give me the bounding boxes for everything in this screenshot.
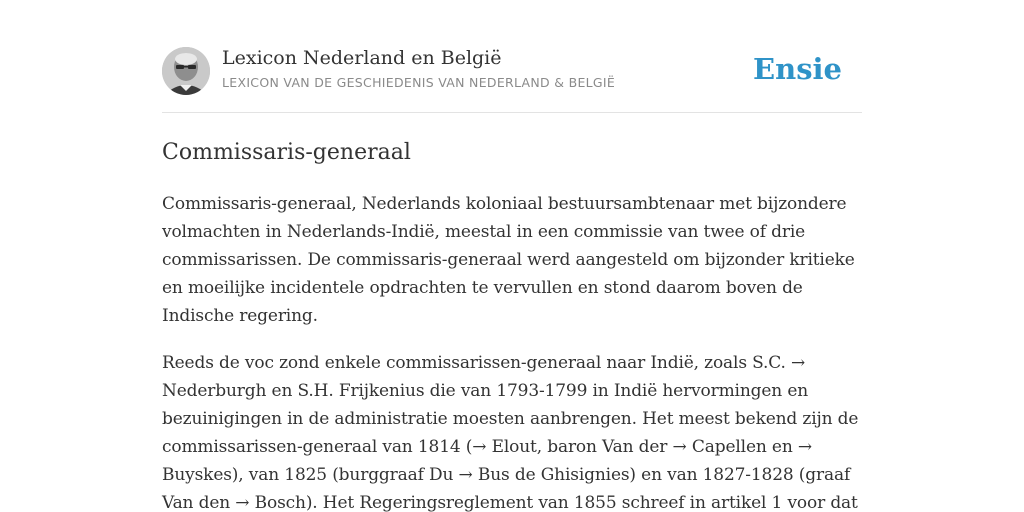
ensie-logo-link[interactable]: Ensie [753,52,842,86]
author-portrait-icon [162,47,210,95]
author-subtitle[interactable]: LEXICON VAN DE GESCHIEDENIS VAN NEDERLAND & BELGIË [222,75,616,90]
avatar[interactable] [162,47,210,95]
author-header [162,0,862,113]
author-name[interactable]: Lexicon Nederland en België [222,47,502,69]
page-title: Commissaris-generaal [162,140,411,165]
article-body [162,190,862,512]
article-paragraph: Reeds de voc zond enkele commissarissen-generaal naar Indië, zoals S.C. → Nederburgh en S.H. Frijkenius die van 1793-1799 in Indië hervormingen en bezuinigingen in de administratie moesten aanbrengen. Het meest bekend zijn de commissarissen-generaal van 1814 (→ Elout, baron Van der → Capellen en → Buyskes), van 1825 (burggraaf Du → Bus de Ghisignies) en van 1827-1828 (graaf Van den → Bosch). Het Regeringsreglement van 1855 schreef in artikel 1 voor dat [162,353,859,512]
page-container [162,0,862,512]
article-paragraph: Commissaris-generaal, Nederlands koloniaal bestuursambtenaar met bijzondere volmachten in Nederlands-Indië, meestal in een commissie van twee of drie commissarissen. De commissaris-generaal werd aangesteld om bijzonder kritieke en moeilijke incidentele opdrachten te vervullen en stond daarom boven de Indische regering. [162,194,855,326]
